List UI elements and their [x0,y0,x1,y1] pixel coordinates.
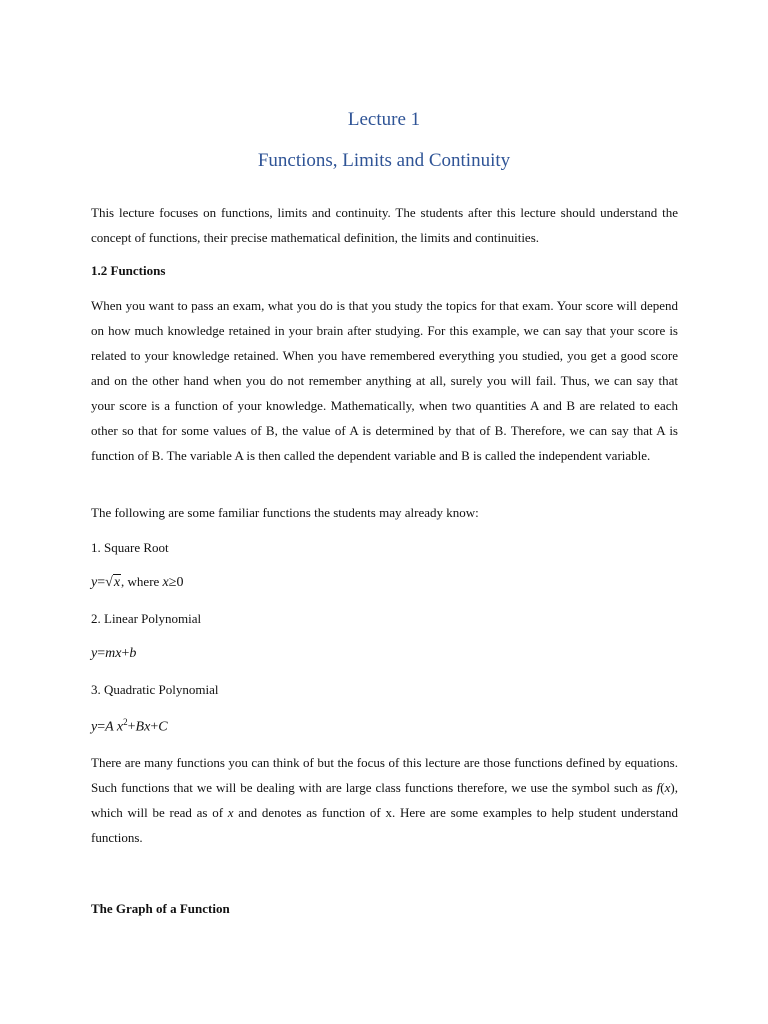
closing-part2: , which will be read as of [91,780,678,820]
intro-paragraph: This lecture focuses on functions, limits and continuity. The students after this lecture should understand the concept of functions, their precise mathematical definition, the limits and continuities. [91,205,678,245]
square-root-label: 1. Square Root [91,540,169,555]
quadratic-equation: y=A $x^2+Bx+C$ [91,717,168,735]
lecture-subtitle: Functions, Limits and Continuity [257,150,511,171]
where-text: , where [121,574,163,589]
lecture-title: Lecture 1 [347,109,421,130]
closing-part1: There are many functions you can think of but the focus of this lecture are those functions defined by equations. Such functions that we will be dealing with are large class functions therefore, we use the symbol such as [91,755,678,795]
f-of-x: f [656,780,661,795]
linear-polynomial-label: 2. Linear Polynomial [91,611,202,626]
closing-paragraph: There are many functions you can think of but the focus of this lecture are those functions defined by equations. Such functions that we will be dealing with are large class functions therefore, we use the symbol such as f(x), which will be read as of x and denotes as function of x. Here are some examples to help student understand functions. [91,755,678,845]
familiar-functions-intro: The following are some familiar functions the students may already know: [91,505,479,520]
linear-equation: y=mx+b [91,646,137,661]
functions-paragraph: When you want to pass an exam, what you do is that you study the topics for that exam. Your score will depend on how much knowledge retained in your brain after studying. For this example, we can say that your score is related to your knowledge retained. When you have remembered everything you studied, you get a good score and on the other hand when you do not remember anything at all, surely you will fail. Thus, we can say that your score is a function of your knowledge. Mathematically, when two quantities A and B are related to each other so that for some values of B, the value of A is determined by that of B. Therefore, we can say that A is function of B. The variable A is then called the dependent variable and B is called the independent variable. [91,298,678,463]
closing-part3: and denotes as function of x. Here are some examples to help student understand functions. [91,805,678,845]
graph-section-heading: The Graph of a Function [91,901,230,916]
square-root-equation: y=√x, where x≥0 [91,574,184,590]
section-heading: 1.2 Functions [91,263,166,278]
quadratic-polynomial-label: 3. Quadratic Polynomial [91,682,219,697]
